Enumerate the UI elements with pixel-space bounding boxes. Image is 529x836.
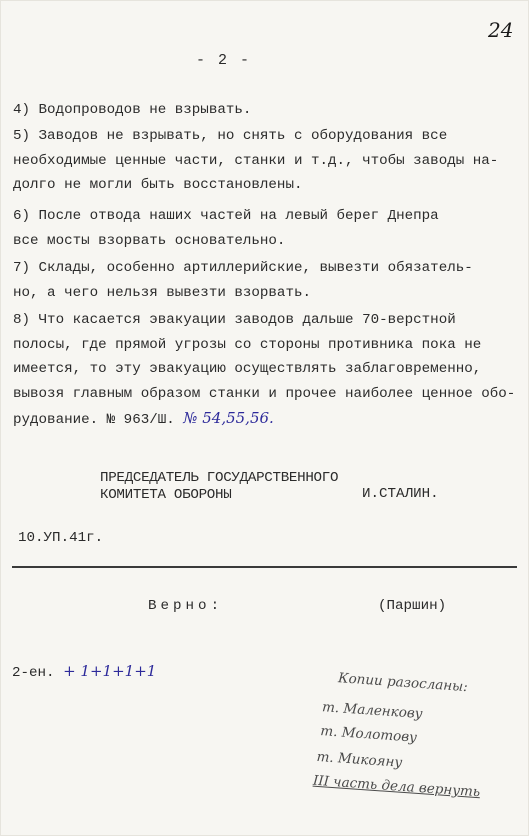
paragraph-6: 6) После отвода наших частей на левый берег Днепра все мосты взорвать основательно. bbox=[13, 208, 439, 249]
handwritten-distribution-note bbox=[312, 669, 525, 813]
copies-count bbox=[12, 662, 156, 681]
copies-handwritten: + 1+1+1+1 bbox=[63, 662, 157, 680]
divider-line bbox=[12, 566, 517, 568]
note-line: т. Маленкову bbox=[321, 699, 424, 723]
verification-label: Верно: bbox=[148, 598, 224, 614]
note-line: т. Микояну bbox=[316, 748, 403, 771]
certifier-name: (Паршин) bbox=[378, 598, 447, 614]
note-line: III часть дела вернуть bbox=[312, 772, 481, 801]
paragraph-8 bbox=[13, 308, 516, 433]
paragraph-5: 5) Заводов не взрывать, но снять с оборудования все необходимые ценные части, станки и т.д., чтобы заводы на- долго не могли быть восстановлены. bbox=[13, 128, 499, 194]
paragraph-4: 4) Водопроводов не взрывать. bbox=[13, 102, 252, 118]
signatory-name: И.СТАЛИН. bbox=[362, 486, 439, 502]
note-line: Копии разосланы: bbox=[337, 670, 469, 696]
paragraph-7: 7) Склады, особенно артиллерийские, вывезти обязатель- но, а чего нельзя вывезти взорвать. bbox=[13, 260, 473, 301]
copies-typed: 2-ен. bbox=[12, 665, 55, 681]
page-marker: - 2 - bbox=[196, 52, 252, 69]
signatory-title: ПРЕДСЕДАТЕЛЬ ГОСУДАРСТВЕННОГО КОМИТЕТА ОБОРОНЫ bbox=[100, 470, 339, 503]
handwritten-page-number: 24 bbox=[488, 18, 514, 42]
handwritten-reference: № 54,55,56. bbox=[183, 409, 274, 428]
note-line: т. Молотову bbox=[319, 723, 418, 746]
document-date: 10.УП.41г. bbox=[18, 530, 104, 546]
paragraph-8-text: 8) Что касается эвакуации заводов дальше 70-верстной полосы, где прямой угрозы со стороны противника пока не имеется, то эту эвакуацию осуществлять заблаговременно, вывозя главным образом станки и прочее наиболее ценное обо- рудование. № 963/Ш. bbox=[13, 312, 516, 429]
